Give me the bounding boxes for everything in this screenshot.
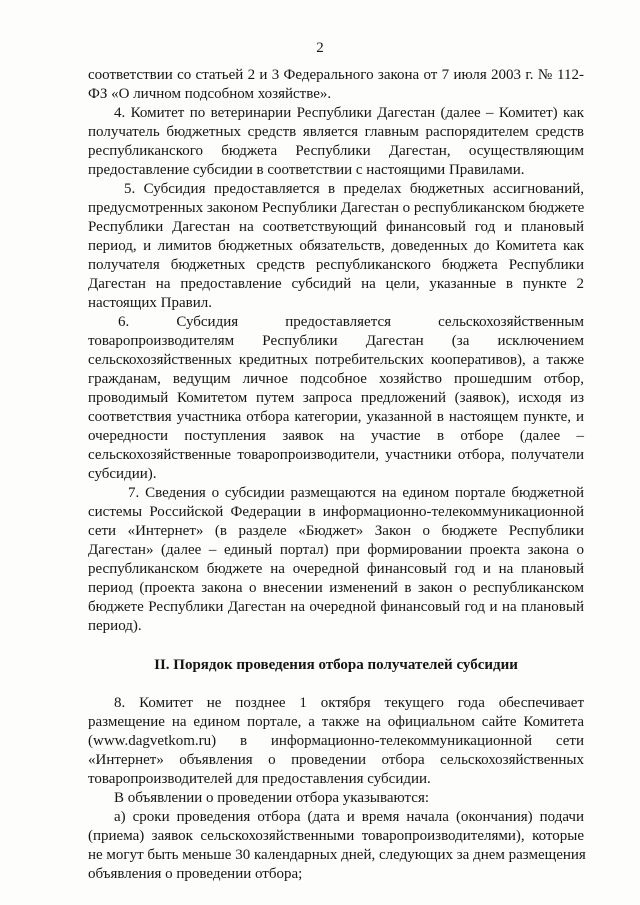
text-line: предусмотренных законом Республики Дагестан о республиканском бюджете [88, 200, 585, 216]
text-line: В объявлении о проведении отбора указываются: [114, 790, 430, 806]
text-line: Дагестан на предоставление субсидий на цели, указанные в пункте 2 [88, 276, 584, 292]
text-line: 7. Сведения о субсидии размещаются на едином портале бюджетной [128, 485, 584, 501]
text-line: товаропроизводителям Республики Дагестан (за исключением [88, 333, 584, 349]
paragraph-p8_intro [88, 789, 584, 808]
text-line: очередности поступления заявок на участие в отборе (далее – [88, 428, 584, 444]
text-line: (www.dagvetkom.ru) в информационно-телекоммуникационной сети [88, 733, 584, 749]
text-line: ФЗ «О личном подсобном хозяйстве». [88, 86, 332, 102]
text-line: предоставление субсидии в соответствии с настоящими Правилами. [88, 162, 525, 178]
paragraph-p5 [88, 180, 584, 313]
text-line: соответствия участника отбора категории, указанной в настоящем пункте, и [88, 409, 584, 425]
text-line: 4. Комитет по ветеринарии Республики Дагестан (далее – Комитет) как [114, 105, 584, 121]
paragraph-p8 [88, 694, 584, 789]
text-line: период). [88, 618, 142, 634]
section-heading: II. Порядок проведения отбора получателей субсидии [154, 657, 518, 673]
text-line: сельскохозяйственных кредитных потребительских кооперативов), а также [88, 352, 584, 368]
paragraph-p8a [88, 808, 584, 884]
paragraph-p4 [88, 104, 584, 180]
page-number: 2 [316, 40, 324, 56]
text-line: 5. Субсидия предоставляется в пределах бюджетных ассигнований, [124, 181, 584, 197]
text-line: (приема) заявок сельскохозяйственными товаропроизводителями), которые [88, 828, 584, 844]
text-line: размещение на едином портале, а также на официальном сайте Комитета [88, 714, 584, 730]
text-line: получателя бюджетных средств республиканского бюджета Республики [88, 257, 584, 273]
document-body [88, 66, 584, 884]
text-line: сети «Интернет» (в разделе «Бюджет» Закон о бюджете Республики [88, 523, 584, 539]
paragraph-p3_tail [88, 66, 584, 104]
text-line: получатель бюджетных средств является главным распорядителем средств [88, 124, 584, 140]
text-line: республиканском бюджете на очередной финансовый год и на плановый [88, 561, 584, 577]
paragraphs-after-heading [88, 694, 584, 884]
section-heading-wrap [88, 656, 584, 675]
text-line: проводимый Комитетом путем запроса предложений (заявок), исходя из [88, 390, 584, 406]
text-line: не могут быть меньше 30 календарных дней, следующих за днем размещения [88, 847, 586, 863]
paragraph-p7 [88, 484, 584, 636]
text-line: период (проекта закона о внесении изменений в закон о республиканском [88, 580, 584, 596]
text-line: соответствии со статьей 2 и 3 Федерального закона от 7 июля 2003 г. № 112- [88, 67, 584, 83]
paragraphs-before-heading [88, 66, 584, 636]
text-line: «Интернет» объявления о проведении отбора сельскохозяйственных [88, 752, 584, 768]
text-line: настоящих Правил. [88, 295, 212, 311]
text-line: республиканского бюджета Республики Дагестан, осуществляющим [88, 143, 584, 159]
text-line: период, и лимитов бюджетных обязательств, доведенных до Комитета как [88, 238, 584, 254]
text-line: системы Российской Федерации в информационно-телекоммуникационной [88, 504, 584, 520]
text-line: бюджете Республики Дагестан на очередной финансовый год и на плановый [88, 599, 584, 615]
text-line: товаропроизводителей для предоставления субсидии. [88, 771, 431, 787]
text-line: Дагестан» (далее – единый портал) при формировании проекта закона о [88, 542, 584, 558]
text-line: 8. Комитет не позднее 1 октября текущего года обеспечивает [114, 695, 584, 711]
paragraph-p6 [88, 313, 584, 484]
text-line: Республики Дагестан на соответствующий финансовый год и плановый [88, 219, 584, 235]
text-line: гражданам, ведущим личное подсобное хозяйство прошедшим отбор, [88, 371, 584, 387]
text-line: а) сроки проведения отбора (дата и время начала (окончания) подачи [114, 809, 584, 825]
text-line: сельскохозяйственные товаропроизводители, участники отбора, получатели [88, 447, 584, 463]
text-line: 6. Субсидия предоставляется сельскохозяйственным [118, 314, 584, 330]
text-line: объявления о проведении отбора; [88, 866, 303, 882]
text-line: субсидии). [88, 466, 157, 482]
